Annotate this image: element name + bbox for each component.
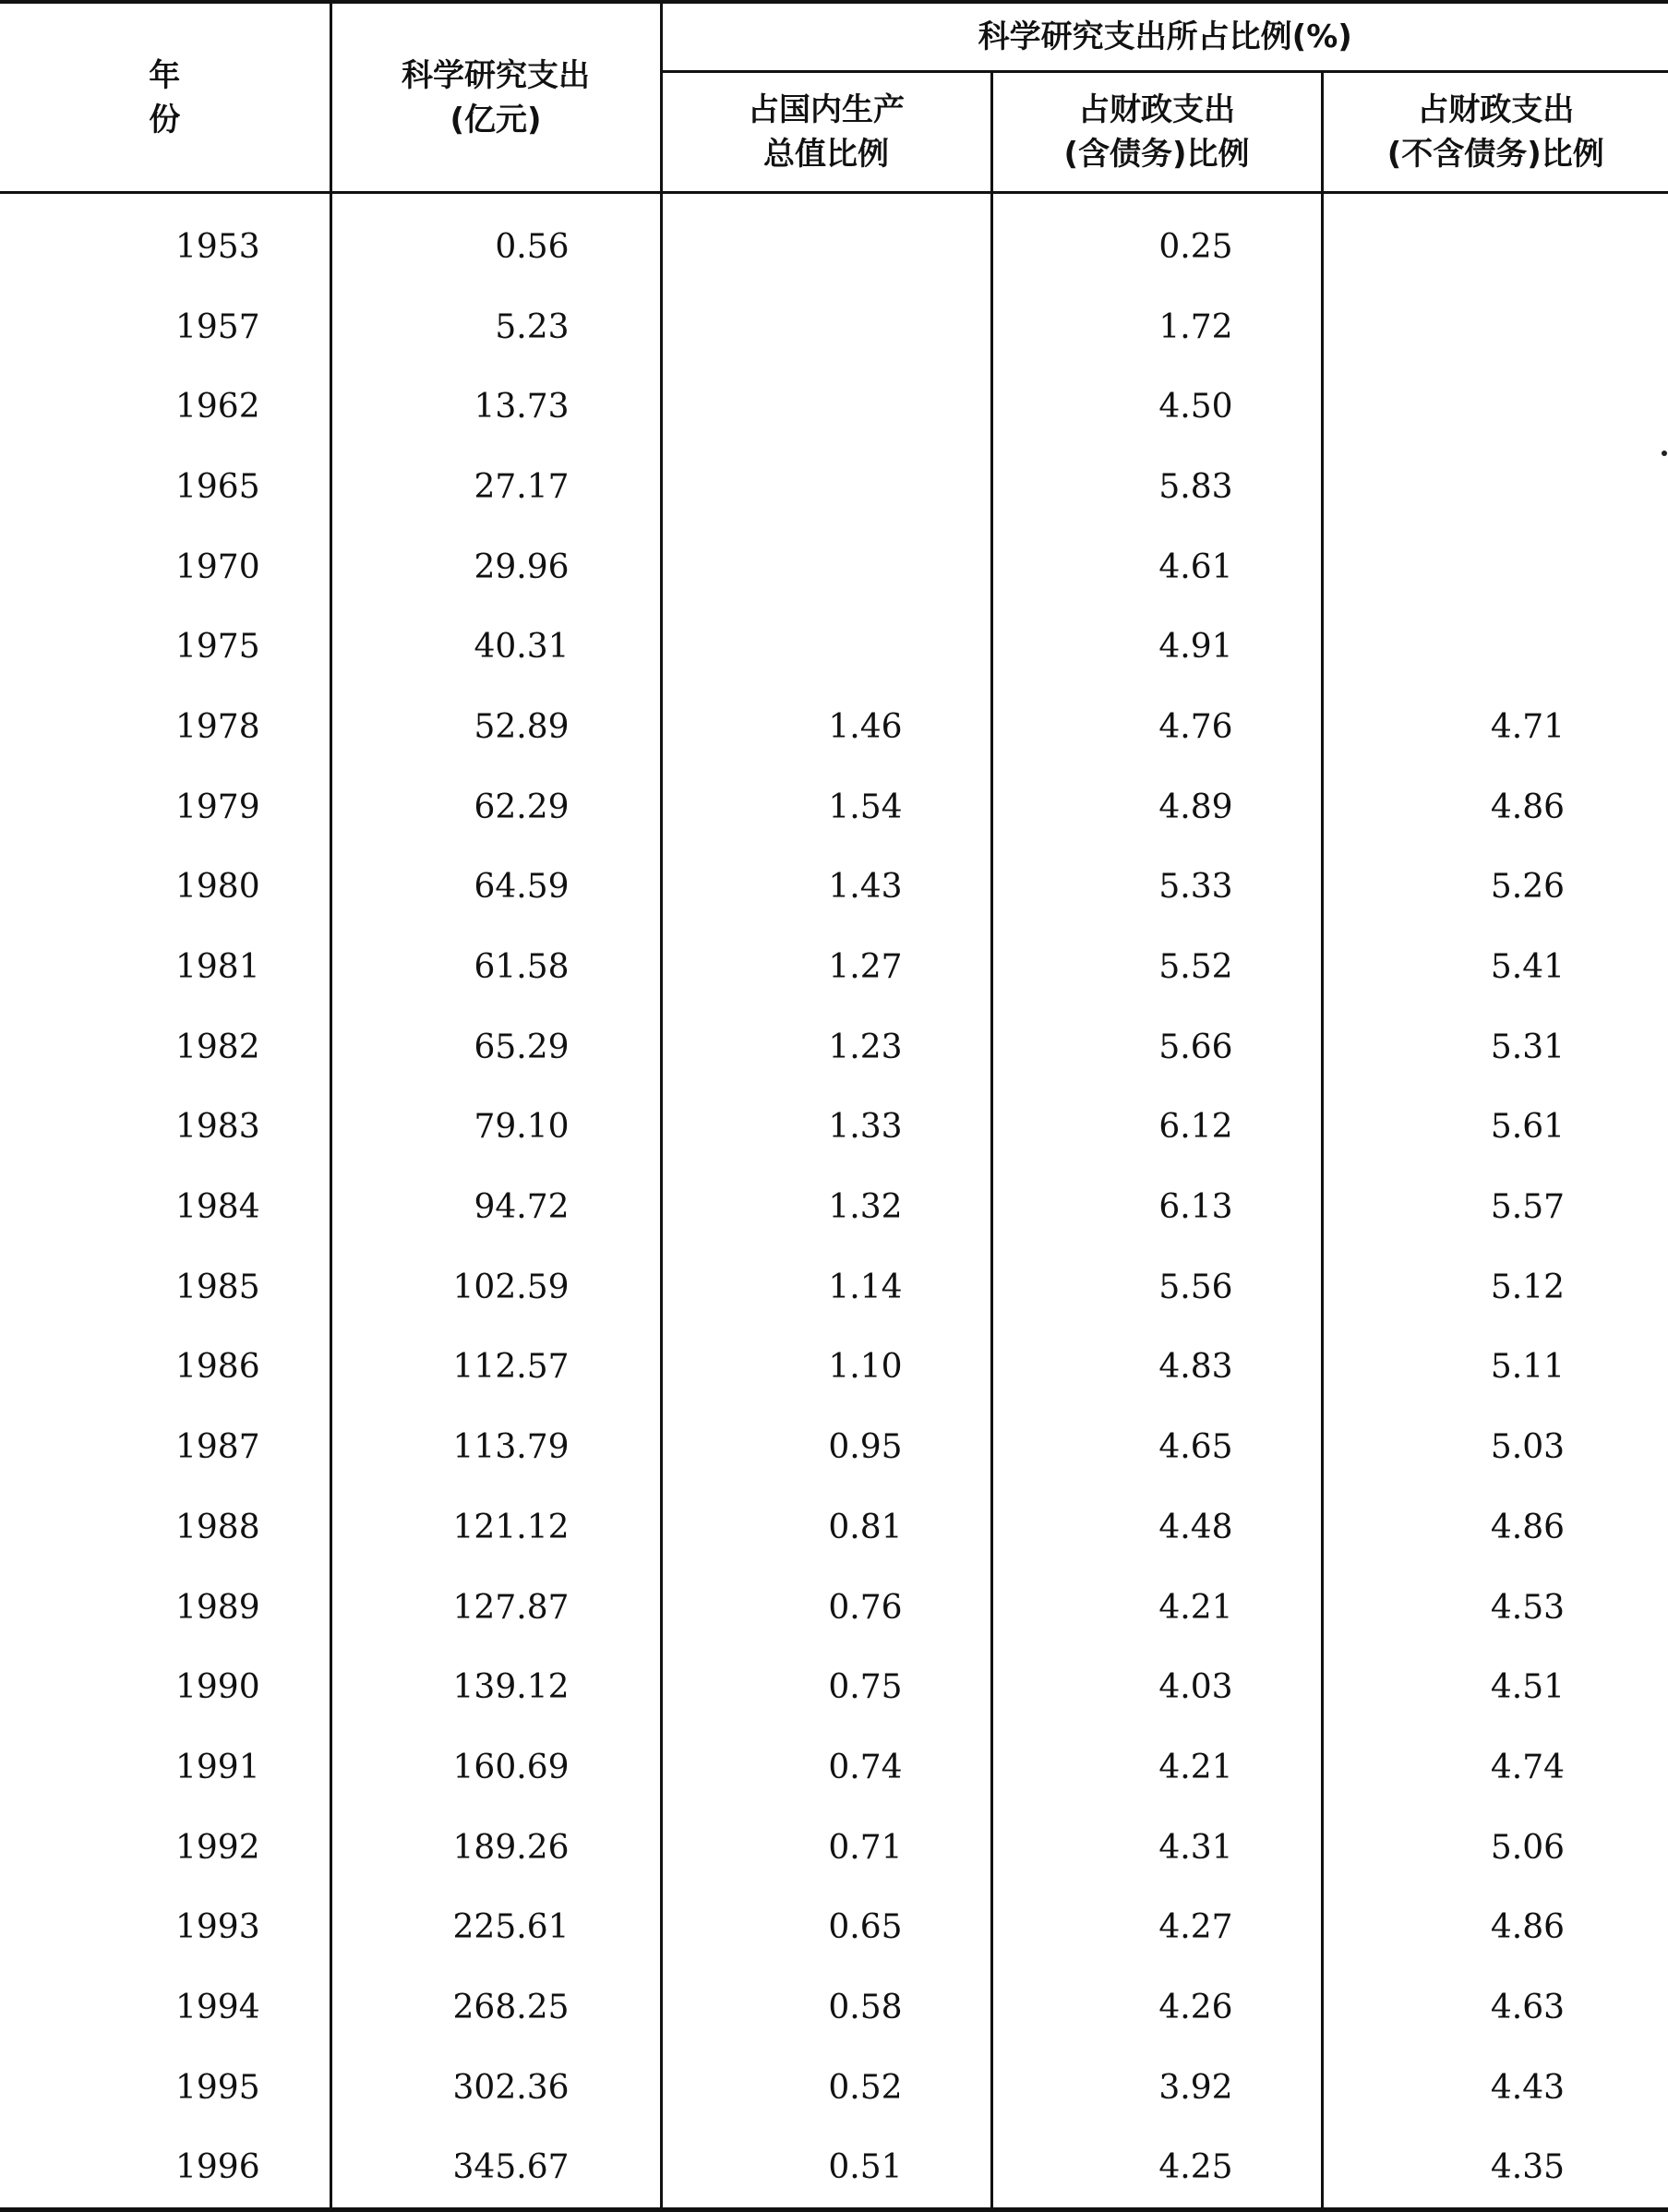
- cell-expenditure: 94.72: [330, 1167, 661, 1247]
- cell-expenditure: 127.87: [330, 1568, 661, 1648]
- cell-gdp-ratio: 0.51: [661, 2128, 991, 2210]
- table-row: [0, 1967, 1668, 2048]
- header-expenditure-line2: (亿元): [332, 98, 660, 142]
- cell-fiscal-incl-debt: 3.92: [991, 2048, 1322, 2128]
- cell-gdp-ratio: 1.46: [661, 687, 991, 767]
- table-row: [0, 1568, 1668, 1648]
- header-fin-excl-line2: (不含债务)比例: [1324, 132, 1668, 176]
- cell-year: 1970: [0, 527, 330, 607]
- cell-gdp-ratio: 1.33: [661, 1088, 991, 1168]
- cell-expenditure: 27.17: [330, 447, 661, 527]
- table-row: [0, 1007, 1668, 1088]
- cell-fiscal-incl-debt: 4.48: [991, 1487, 1322, 1568]
- cell-fiscal-excl-debt: 4.86: [1322, 1487, 1668, 1568]
- table-row: [0, 367, 1668, 447]
- table-row: [0, 1407, 1668, 1487]
- cell-year: 1989: [0, 1568, 330, 1648]
- cell-fiscal-incl-debt: 6.13: [991, 1167, 1322, 1247]
- table-row: [0, 527, 1668, 607]
- cell-fiscal-incl-debt: 0.25: [991, 193, 1322, 287]
- cell-expenditure: 121.12: [330, 1487, 661, 1568]
- cell-expenditure: 139.12: [330, 1647, 661, 1727]
- cell-fiscal-incl-debt: 4.76: [991, 687, 1322, 767]
- cell-year: 1975: [0, 607, 330, 687]
- cell-fiscal-incl-debt: 1.72: [991, 287, 1322, 367]
- cell-gdp-ratio: 1.14: [661, 1247, 991, 1328]
- cell-fiscal-incl-debt: 4.03: [991, 1647, 1322, 1727]
- table-row: [0, 287, 1668, 367]
- cell-expenditure: 268.25: [330, 1967, 661, 2048]
- cell-fiscal-excl-debt: [1322, 447, 1668, 527]
- cell-expenditure: 79.10: [330, 1088, 661, 1168]
- cell-fiscal-excl-debt: [1322, 527, 1668, 607]
- cell-year: 1984: [0, 1167, 330, 1247]
- cell-fiscal-incl-debt: 4.50: [991, 367, 1322, 447]
- cell-fiscal-excl-debt: 4.74: [1322, 1727, 1668, 1808]
- cell-fiscal-excl-debt: 5.12: [1322, 1247, 1668, 1328]
- cell-fiscal-incl-debt: 4.21: [991, 1727, 1322, 1808]
- table-body: [0, 193, 1668, 2210]
- table-row: [0, 1887, 1668, 1967]
- cell-fiscal-excl-debt: 4.43: [1322, 2048, 1668, 2128]
- cell-expenditure: 345.67: [330, 2128, 661, 2210]
- cell-fiscal-incl-debt: 5.56: [991, 1247, 1322, 1328]
- cell-expenditure: 13.73: [330, 367, 661, 447]
- cell-year: 1981: [0, 927, 330, 1007]
- table-row: [0, 1167, 1668, 1247]
- cell-year: 1987: [0, 1407, 330, 1487]
- cell-year: 1993: [0, 1887, 330, 1967]
- cell-fiscal-excl-debt: 5.11: [1322, 1328, 1668, 1408]
- cell-year: 1962: [0, 367, 330, 447]
- cell-fiscal-excl-debt: [1322, 607, 1668, 687]
- table-row: [0, 447, 1668, 527]
- cell-fiscal-excl-debt: [1322, 193, 1668, 287]
- cell-gdp-ratio: [661, 193, 991, 287]
- cell-fiscal-excl-debt: 5.03: [1322, 1407, 1668, 1487]
- cell-year: 1990: [0, 1647, 330, 1727]
- table-row: [0, 767, 1668, 848]
- table-row: [0, 2048, 1668, 2128]
- header-ratio-group: 科学研究支出所占比例(%): [661, 2, 1668, 72]
- cell-expenditure: 40.31: [330, 607, 661, 687]
- cell-expenditure: 64.59: [330, 848, 661, 928]
- cell-gdp-ratio: 0.81: [661, 1487, 991, 1568]
- header-expenditure: [330, 2, 661, 193]
- cell-gdp-ratio: 1.54: [661, 767, 991, 848]
- cell-fiscal-incl-debt: 4.25: [991, 2128, 1322, 2210]
- cell-gdp-ratio: [661, 527, 991, 607]
- cell-fiscal-excl-debt: 5.26: [1322, 848, 1668, 928]
- cell-expenditure: 61.58: [330, 927, 661, 1007]
- cell-year: 1988: [0, 1487, 330, 1568]
- table-header: [0, 2, 1668, 193]
- cell-gdp-ratio: 1.27: [661, 927, 991, 1007]
- cell-year: 1979: [0, 767, 330, 848]
- table-row: [0, 1727, 1668, 1808]
- cell-fiscal-excl-debt: 5.61: [1322, 1088, 1668, 1168]
- cell-expenditure: 160.69: [330, 1727, 661, 1808]
- cell-fiscal-excl-debt: 4.71: [1322, 687, 1668, 767]
- table-row: [0, 1328, 1668, 1408]
- header-fin-incl-line2: (含债务)比例: [993, 132, 1321, 176]
- cell-fiscal-incl-debt: 6.12: [991, 1088, 1322, 1168]
- cell-expenditure: 5.23: [330, 287, 661, 367]
- cell-fiscal-excl-debt: 4.63: [1322, 1967, 1668, 2048]
- cell-expenditure: 102.59: [330, 1247, 661, 1328]
- table-row: [0, 687, 1668, 767]
- table-row: [0, 1808, 1668, 1888]
- cell-gdp-ratio: 0.65: [661, 1887, 991, 1967]
- cell-gdp-ratio: [661, 287, 991, 367]
- cell-expenditure: 302.36: [330, 2048, 661, 2128]
- cell-fiscal-incl-debt: 4.61: [991, 527, 1322, 607]
- header-expenditure-line1: 科学研究支出: [332, 54, 660, 98]
- cell-fiscal-excl-debt: 5.31: [1322, 1007, 1668, 1088]
- table-row: [0, 848, 1668, 928]
- table-row: [0, 607, 1668, 687]
- cell-fiscal-excl-debt: 5.41: [1322, 927, 1668, 1007]
- cell-gdp-ratio: 1.43: [661, 848, 991, 928]
- cell-expenditure: 0.56: [330, 193, 661, 287]
- table-row: [0, 1088, 1668, 1168]
- cell-gdp-ratio: [661, 607, 991, 687]
- header-fin-incl-line1: 占财政支出: [993, 88, 1321, 132]
- cell-expenditure: 29.96: [330, 527, 661, 607]
- header-gdp-ratio: [661, 72, 991, 193]
- table-row: [0, 1487, 1668, 1568]
- header-fiscal-incl-debt: [991, 72, 1322, 193]
- cell-gdp-ratio: 0.95: [661, 1407, 991, 1487]
- cell-gdp-ratio: [661, 367, 991, 447]
- cell-year: 1985: [0, 1247, 330, 1328]
- cell-year: 1965: [0, 447, 330, 527]
- cell-expenditure: 113.79: [330, 1407, 661, 1487]
- cell-fiscal-incl-debt: 5.33: [991, 848, 1322, 928]
- cell-year: 1980: [0, 848, 330, 928]
- cell-fiscal-excl-debt: [1322, 287, 1668, 367]
- cell-year: 1982: [0, 1007, 330, 1088]
- cell-fiscal-incl-debt: 5.83: [991, 447, 1322, 527]
- cell-expenditure: 65.29: [330, 1007, 661, 1088]
- cell-fiscal-incl-debt: 4.31: [991, 1808, 1322, 1888]
- cell-year: 1953: [0, 193, 330, 287]
- cell-expenditure: 225.61: [330, 1887, 661, 1967]
- cell-fiscal-incl-debt: 4.26: [991, 1967, 1322, 2048]
- cell-year: 1996: [0, 2128, 330, 2210]
- cell-fiscal-excl-debt: 5.06: [1322, 1808, 1668, 1888]
- cell-gdp-ratio: 0.76: [661, 1568, 991, 1648]
- cell-expenditure: 112.57: [330, 1328, 661, 1408]
- cell-gdp-ratio: 1.10: [661, 1328, 991, 1408]
- table-row: [0, 1647, 1668, 1727]
- cell-expenditure: 62.29: [330, 767, 661, 848]
- table-row: [0, 2128, 1668, 2210]
- header-year: 年 份: [0, 2, 330, 193]
- cell-year: 1986: [0, 1328, 330, 1408]
- table-row: [0, 1247, 1668, 1328]
- cell-gdp-ratio: 0.71: [661, 1808, 991, 1888]
- cell-year: 1978: [0, 687, 330, 767]
- cell-fiscal-incl-debt: 4.27: [991, 1887, 1322, 1967]
- cell-year: 1983: [0, 1088, 330, 1168]
- cell-year: 1992: [0, 1808, 330, 1888]
- cell-fiscal-excl-debt: 4.53: [1322, 1568, 1668, 1648]
- cell-year: 1957: [0, 287, 330, 367]
- cell-year: 1995: [0, 2048, 330, 2128]
- cell-gdp-ratio: 0.74: [661, 1727, 991, 1808]
- cell-gdp-ratio: [661, 447, 991, 527]
- header-gdp-line1: 占国内生产: [663, 88, 990, 132]
- cell-fiscal-incl-debt: 4.65: [991, 1407, 1322, 1487]
- cell-fiscal-excl-debt: 4.86: [1322, 1887, 1668, 1967]
- cell-fiscal-incl-debt: 4.83: [991, 1328, 1322, 1408]
- cell-gdp-ratio: 0.75: [661, 1647, 991, 1727]
- scan-speck: [1662, 451, 1667, 456]
- header-gdp-line2: 总值比例: [663, 132, 990, 176]
- cell-fiscal-excl-debt: 4.35: [1322, 2128, 1668, 2210]
- cell-gdp-ratio: 0.52: [661, 2048, 991, 2128]
- cell-fiscal-incl-debt: 5.66: [991, 1007, 1322, 1088]
- cell-fiscal-excl-debt: 4.51: [1322, 1647, 1668, 1727]
- cell-gdp-ratio: 0.58: [661, 1967, 991, 2048]
- cell-expenditure: 52.89: [330, 687, 661, 767]
- cell-gdp-ratio: 1.32: [661, 1167, 991, 1247]
- cell-fiscal-excl-debt: 5.57: [1322, 1167, 1668, 1247]
- cell-fiscal-incl-debt: 4.21: [991, 1568, 1322, 1648]
- header-fiscal-excl-debt: [1322, 72, 1668, 193]
- cell-gdp-ratio: 1.23: [661, 1007, 991, 1088]
- table-row: [0, 927, 1668, 1007]
- cell-year: 1994: [0, 1967, 330, 2048]
- cell-expenditure: 189.26: [330, 1808, 661, 1888]
- cell-fiscal-incl-debt: 5.52: [991, 927, 1322, 1007]
- cell-fiscal-incl-debt: 4.89: [991, 767, 1322, 848]
- cell-year: 1991: [0, 1727, 330, 1808]
- cell-fiscal-excl-debt: [1322, 367, 1668, 447]
- table-row: [0, 193, 1668, 287]
- header-fin-excl-line1: 占财政支出: [1324, 88, 1668, 132]
- cell-fiscal-excl-debt: 4.86: [1322, 767, 1668, 848]
- cell-fiscal-incl-debt: 4.91: [991, 607, 1322, 687]
